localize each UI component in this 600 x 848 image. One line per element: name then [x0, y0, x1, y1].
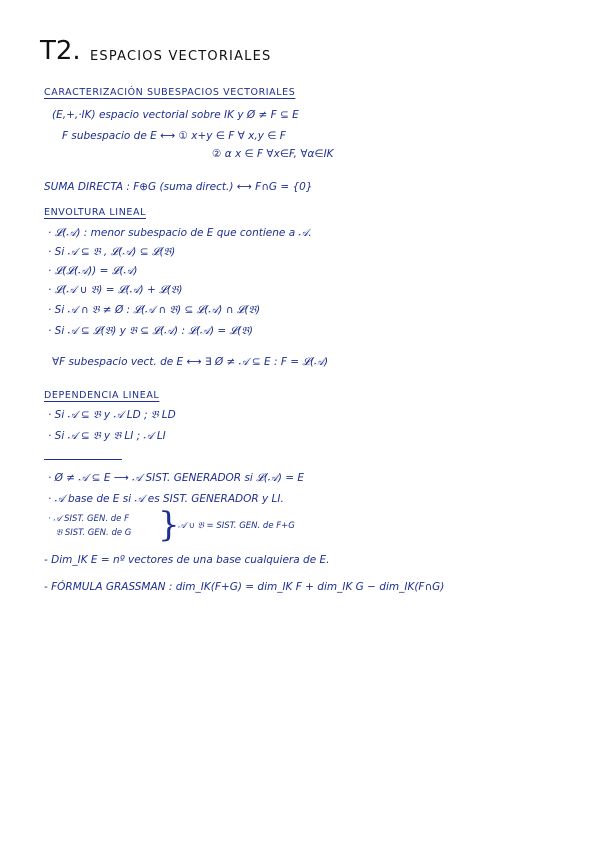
list-item: · Si 𝒜 ⊆ 𝔅 y 𝔅 LI ; 𝒜 LI	[48, 430, 166, 442]
list-item: · 𝒜 base de E si 𝒜 es SIST. GENERADOR y LI.	[48, 493, 284, 505]
list-item: · 𝓛(𝒜) : menor subespacio de E que contiene a 𝒜.	[48, 227, 312, 239]
page-title: T2.	[40, 36, 81, 66]
section-heading-envoltura: ENVOLTURA LINEAL	[44, 207, 146, 218]
list-item: · Ø ≠ 𝒜 ⊆ E ⟶ 𝒜 SIST. GENERADOR si 𝓛(𝒜) = E	[48, 472, 305, 484]
brace-result: 𝒜 ∪ 𝔅 = SIST. GEN. de F+G	[178, 521, 295, 531]
list-item: · Si 𝒜 ∩ 𝔅 ≠ Ø : 𝓛(𝒜 ∩ 𝔅) ⊆ 𝓛(𝒜) ∩ 𝓛(𝔅)	[48, 304, 261, 316]
caracterizacion-line: (E,+,·IK) espacio vectorial sobre IK y Ø ≠ F ⊆ E	[52, 109, 299, 121]
caracterizacion-line: ② α x ∈ F ∀x∈F, ∀α∈IK	[212, 148, 334, 160]
separator-line	[44, 459, 122, 460]
envoltura-extra-line: ∀F subespacio vect. de E ⟷ ∃ Ø ≠ 𝒜 ⊆ E : F = 𝓛(𝒜)	[52, 356, 329, 368]
list-item: · 𝓛(𝓛(𝒜)) = 𝓛(𝒜)	[48, 265, 138, 277]
dimension-line: - Dim_IK E = nº vectores de una base cualquiera de E.	[44, 554, 330, 566]
suma-directa-line: SUMA DIRECTA : F⊕G (suma direct.) ⟷ F∩G = {0}	[44, 181, 313, 193]
grassman-formula: - FÓRMULA GRASSMAN : dim_IK(F+G) = dim_IK F + dim_IK G − dim_IK(F∩G)	[44, 581, 445, 593]
brace-line: 𝔅 SIST. GEN. de G	[56, 528, 132, 538]
brace-line: · 𝒜 SIST. GEN. de F	[48, 514, 129, 524]
list-item: · Si 𝒜 ⊆ 𝔅 , 𝓛(𝒜) ⊆ 𝓛(𝔅)	[48, 246, 176, 258]
page-subtitle: ESPACIOS VECTORIALES	[90, 49, 272, 64]
caracterizacion-line: F subespacio de E ⟷ ① x+y ∈ F ∀ x,y ∈ F	[62, 130, 286, 142]
list-item: · 𝓛(𝒜 ∪ 𝔅) = 𝓛(𝒜) + 𝓛(𝔅)	[48, 284, 183, 296]
brace-glyph: }	[158, 505, 180, 545]
list-item: · Si 𝒜 ⊆ 𝓛(𝔅) y 𝔅 ⊆ 𝓛(𝒜) : 𝓛(𝒜) = 𝓛(𝔅)	[48, 325, 253, 337]
list-item: · Si 𝒜 ⊆ 𝔅 y 𝒜 LD ; 𝔅 LD	[48, 409, 176, 421]
section-heading-dependencia: DEPENDENCIA LINEAL	[44, 390, 160, 401]
section-heading-caracterizacion: CARACTERIZACIÓN SUBESPACIOS VECTORIALES	[44, 87, 296, 98]
